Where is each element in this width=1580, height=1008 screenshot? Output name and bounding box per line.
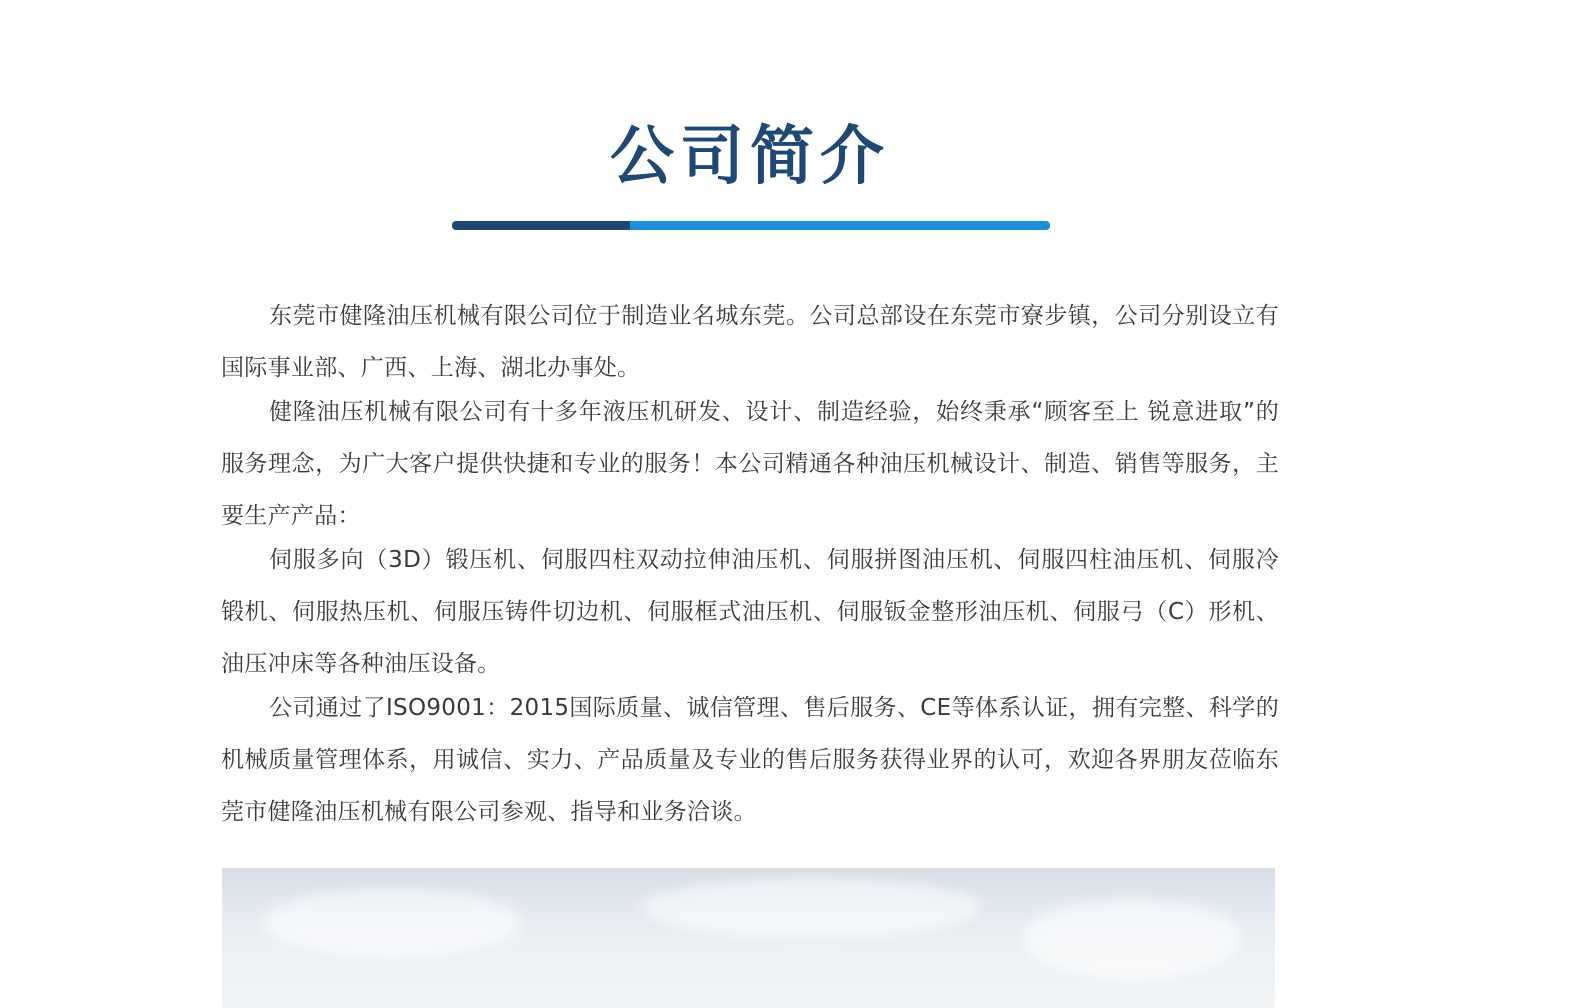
title-underline-dark-segment	[452, 221, 630, 230]
profile-body	[221, 290, 1279, 838]
title-underline	[452, 221, 1050, 230]
profile-paragraph-certification: 公司通过了ISO9001：2015国际质量、诚信管理、售后服务、CE等体系认证，拥有完整、科学的机械质量管理体系，用诚信、实力、产品质量及专业的售后服务获得业界的认可，欢迎各界朋友莅临东莞市健隆油压机械有限公司参观、指导和业务洽谈。	[221, 695, 1279, 825]
profile-paragraph-experience: 健隆油压机械有限公司有十多年液压机研发、设计、制造经验，始终秉承“顾客至上 锐意进取”的服务理念，为广大客户提供快捷和专业的服务！本公司精通各种油压机械设计、制造、销售等服务，主要生产产品：	[221, 399, 1279, 529]
sky-photo	[222, 868, 1275, 1008]
profile-paragraph-location: 东莞市健隆油压机械有限公司位于制造业名城东莞。公司总部设在东莞市寮步镇，公司分别设立有国际事业部、广西、上海、湖北办事处。	[221, 303, 1279, 381]
page-title: 公司简介	[610, 120, 890, 194]
profile-paragraph-products: 伺服多向（3D）锻压机、伺服四柱双动拉伸油压机、伺服拼图油压机、伺服四柱油压机、伺服冷锻机、伺服热压机、伺服压铸件切边机、伺服框式油压机、伺服钣金整形油压机、伺服弓（C）形机、油压冲床等各种油压设备。	[221, 547, 1279, 677]
title-underline-light-segment	[630, 221, 1050, 230]
